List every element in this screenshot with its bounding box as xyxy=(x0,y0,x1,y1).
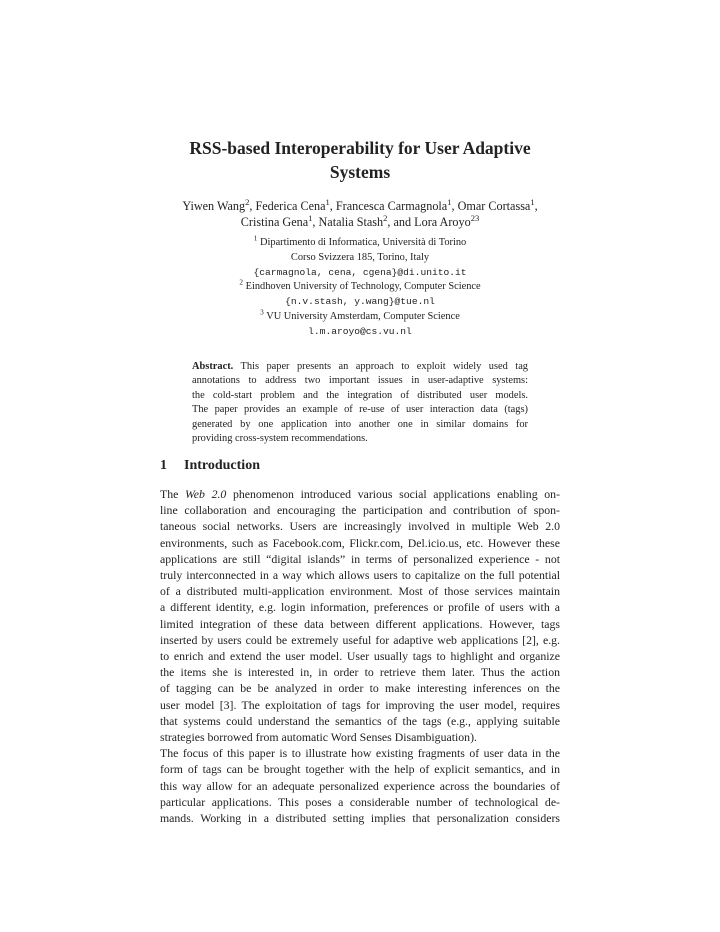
body-line: line collaboration and encouraging the participation and contribution of spon- xyxy=(160,503,560,518)
title-line-2: Systems xyxy=(329,162,391,182)
body-line: environments, such as Facebook.com, Flickr.com, Del.icio.us, etc. However these xyxy=(160,535,560,550)
body-line: taneous social networks. Users are increasingly involved in multiple Web 2.0 xyxy=(160,519,560,534)
body-line: user model [3]. The exploitation of tags for improving the user model, requires xyxy=(160,697,560,712)
affiliation-2: $^2$ Eindhoven University of Technology, Computer Science xyxy=(239,278,481,293)
body-line: truly interconnected in a way which allows users to capitalize on the full potential xyxy=(160,568,560,583)
affiliation-1-email: {carmagnola, cena, cgena}@di.unito.it xyxy=(253,266,467,278)
abstract-line: The paper provides an example of re-use of user interaction data (tags) xyxy=(192,404,528,416)
body-line: form of tags can be brought together with the help of explicit semantics, and in xyxy=(160,762,560,777)
body-line: mands. Working in a distributed setting implies that personalization considers xyxy=(160,811,560,826)
body-line: strategies borrowed from automatic Word Senses Disambiguation). xyxy=(160,730,477,745)
body-line: a different identity, e.g. login information, preferences or profile of users with a xyxy=(160,600,560,615)
body-text xyxy=(160,486,560,826)
paper-title xyxy=(160,136,560,184)
body-line: that systems could understand the semantics of the tags (e.g., applying suitable xyxy=(160,713,560,728)
body-line: to enrich and extend the user model. User usually tags to highlight and organize xyxy=(160,649,560,664)
abstract-line: providing cross-system recommendations. xyxy=(192,433,368,445)
section-heading xyxy=(160,458,560,474)
abstract xyxy=(192,360,528,446)
body-line: applications are still “digital islands” in terms of personalized experience - not xyxy=(160,551,560,566)
author-line-2: Cristina Gena$^1$, Natalia Stash$^2$, and Lora Aroyo$^{23}$ xyxy=(240,212,480,229)
abstract-line: generated by one application into another one in similar domains for xyxy=(192,418,528,430)
affiliation-3: $^3$ VU University Amsterdam, Computer Science xyxy=(260,308,460,322)
author-list xyxy=(160,198,560,230)
body-line: this way allow for an adequate personalized experience across the boundaries of xyxy=(160,778,560,793)
affiliations xyxy=(160,236,560,340)
affiliation-2-email: {n.v.stash, y.wang}@tue.nl xyxy=(285,296,435,308)
body-line: of tagging can be be analyzed in order to make interesting inferences on the xyxy=(160,681,560,696)
abstract-line: Abstract. This paper presents an approach to exploit widely used tag xyxy=(192,361,528,372)
body-line: inserted by users could be extremely useful for adaptive web applications [2], e.g. xyxy=(160,632,560,647)
abstract-line: the cold-start problem and the integration of distributed user models. xyxy=(192,389,528,401)
title-line-1: RSS-based Interoperability for User Adaptive xyxy=(189,138,531,158)
body-line: of a distributed multi-application environment. Most of those services maintain xyxy=(160,584,560,599)
affiliation-1: $^1$ Dipartimento di Informatica, Università di Torino xyxy=(253,234,467,248)
author-line-1: Yiwen Wang$^2$, Federica Cena$^1$, Francesca Carmagnola$^1$, Omar Cortassa$^1$, xyxy=(182,196,538,213)
abstract-line: annotations to address two important issues in user-adaptive systems: xyxy=(192,375,528,387)
abstract-label: Abstract. xyxy=(192,361,234,372)
affiliation-1-address: Corso Svizzera 185, Torino, Italy xyxy=(290,251,430,263)
body-line: limited integration of these data between different applications. However, tags xyxy=(160,616,560,631)
body-line: the items she is interested in, in order to retrieve them later. Thus the action xyxy=(160,665,560,680)
section-number: 1 xyxy=(160,458,167,473)
section-title: Introduction xyxy=(184,458,260,473)
affiliation-3-email: l.m.aroyo@cs.vu.nl xyxy=(308,325,412,337)
body-line: particular applications. This poses a considerable number of technological de- xyxy=(160,794,560,809)
body-line: The focus of this paper is to illustrate how existing fragments of user data in the xyxy=(160,746,560,761)
body-line: The Web 2.0 phenomenon introduced various social applications enabling on- xyxy=(160,487,560,501)
